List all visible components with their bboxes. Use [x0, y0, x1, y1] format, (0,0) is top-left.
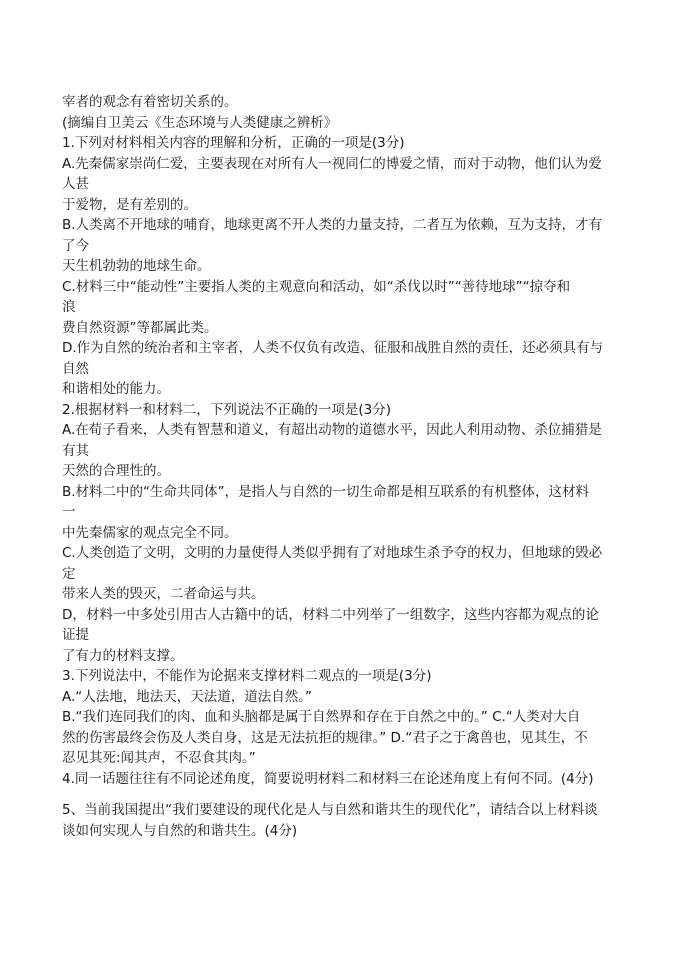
text-line: (摘编自卫美云《生态环境与人类健康之辨析》 — [62, 114, 338, 131]
option-1c-cont: 费自然资源”等都属此类。 — [62, 319, 218, 336]
option-1c: C.材料三中“能动性”主要指人类的主观意向和活动，如“杀伐以时”“善待地球”“掠夺和 — [62, 278, 571, 295]
option-1b-cont: 了今 — [62, 237, 89, 254]
option-2a-cont: 有其 — [62, 442, 89, 459]
option-2d: D，材料一中多处引用古人古籍中的话，材料二中列举了一组数字，这些内容都为观点的论 — [62, 606, 599, 623]
option-1d-cont: 自然 — [62, 360, 89, 377]
option-1a: A.先秦儒家崇尚仁爱，主要表现在对所有人一视同仁的博爱之情，而对于动物，他们认为爱 — [62, 155, 602, 172]
option-2b-cont: 中先秦儒家的观点完全不同。 — [62, 524, 238, 541]
option-1c-cont: 浪 — [62, 299, 76, 315]
question-5-cont: 谈如何实现人与自然的和谐共生。(4分) — [62, 822, 298, 839]
question-3-stem: 3.下列说法中，不能作为论据来支撑材料二观点的一项是(3分) — [62, 668, 432, 684]
option-2c: C.人类创造了文明，文明的力量使得人类似乎拥有了对地球生杀予夺的权力，但地球的毁必 — [62, 545, 603, 561]
option-2c-cont: 带来人类的毁灭，二者命运与共。 — [62, 586, 265, 602]
option-2a: A.在荀子看来，人类有智慧和道义，有超出动物的道德水平，因此人利用动物、杀位捕猎是 — [62, 422, 602, 438]
option-1a-cont: 人甚 — [62, 176, 89, 192]
question-2-stem: 2.根据材料一和材料二，下列说法不正确的一项是(3分) — [62, 401, 392, 418]
option-2b-cont: 一 — [62, 504, 76, 520]
option-1d-cont: 和谐相处的能力。 — [62, 381, 170, 397]
question-5: 5、当前我国提出“我们要建设的现代化是人与自然和谐共生的现代化”，请结合以上材料谈 — [62, 802, 598, 818]
document-body — [62, 92, 632, 841]
option-1b-cont: 天生机勃勃的地球生命。 — [62, 258, 211, 274]
option-1d: D.作为自然的统治者和主宰者，人类不仅负有改造、征服和战胜自然的责任，还必须具有与 — [62, 340, 604, 356]
question-1-stem: 1.下列对材料相关内容的理解和分析，正确的一项是(3分) — [62, 135, 405, 151]
option-3bc: B.“我们连同我们的肉、血和头脑都是属于自然界和存在于自然之中的。” C.“人类对大自 — [62, 709, 581, 725]
option-3cd: 然的伤害最终会伤及人类自身，这是无法抗拒的规律。” D.“君子之于禽兽也，见其生，不 — [62, 729, 588, 746]
blank-gap — [62, 789, 632, 800]
option-2b: B.材料二中的“生命共同体”，是指人与自然的一切生命都是相互联系的有机整体，这材料 — [62, 483, 590, 500]
question-4: 4.同一话题往往有不同论述角度，简要说明材料二和材料三在论述角度上有何不同。(4分) — [62, 770, 594, 787]
option-1a-cont: 于爱物，是有差别的。 — [62, 196, 197, 213]
text-line: 宰者的观念有着密切关系的。 — [62, 94, 238, 110]
option-3a: A.“人法地，地法天，天法道，道法自然。” — [62, 688, 313, 705]
option-2d-cont: 了有力的材料支撑。 — [62, 647, 184, 664]
option-3d-cont: 忍见其死:闻其声，不忍食其肉。” — [62, 750, 256, 766]
option-2a-cont: 天然的合理性的。 — [62, 463, 170, 479]
option-2d-cont: 证提 — [62, 627, 89, 643]
option-2c-cont: 定 — [62, 565, 76, 582]
option-1b: B.人类离不开地球的哺育，地球更离不开人类的力量支持，二者互为依赖，互为支持，才有 — [62, 217, 603, 233]
